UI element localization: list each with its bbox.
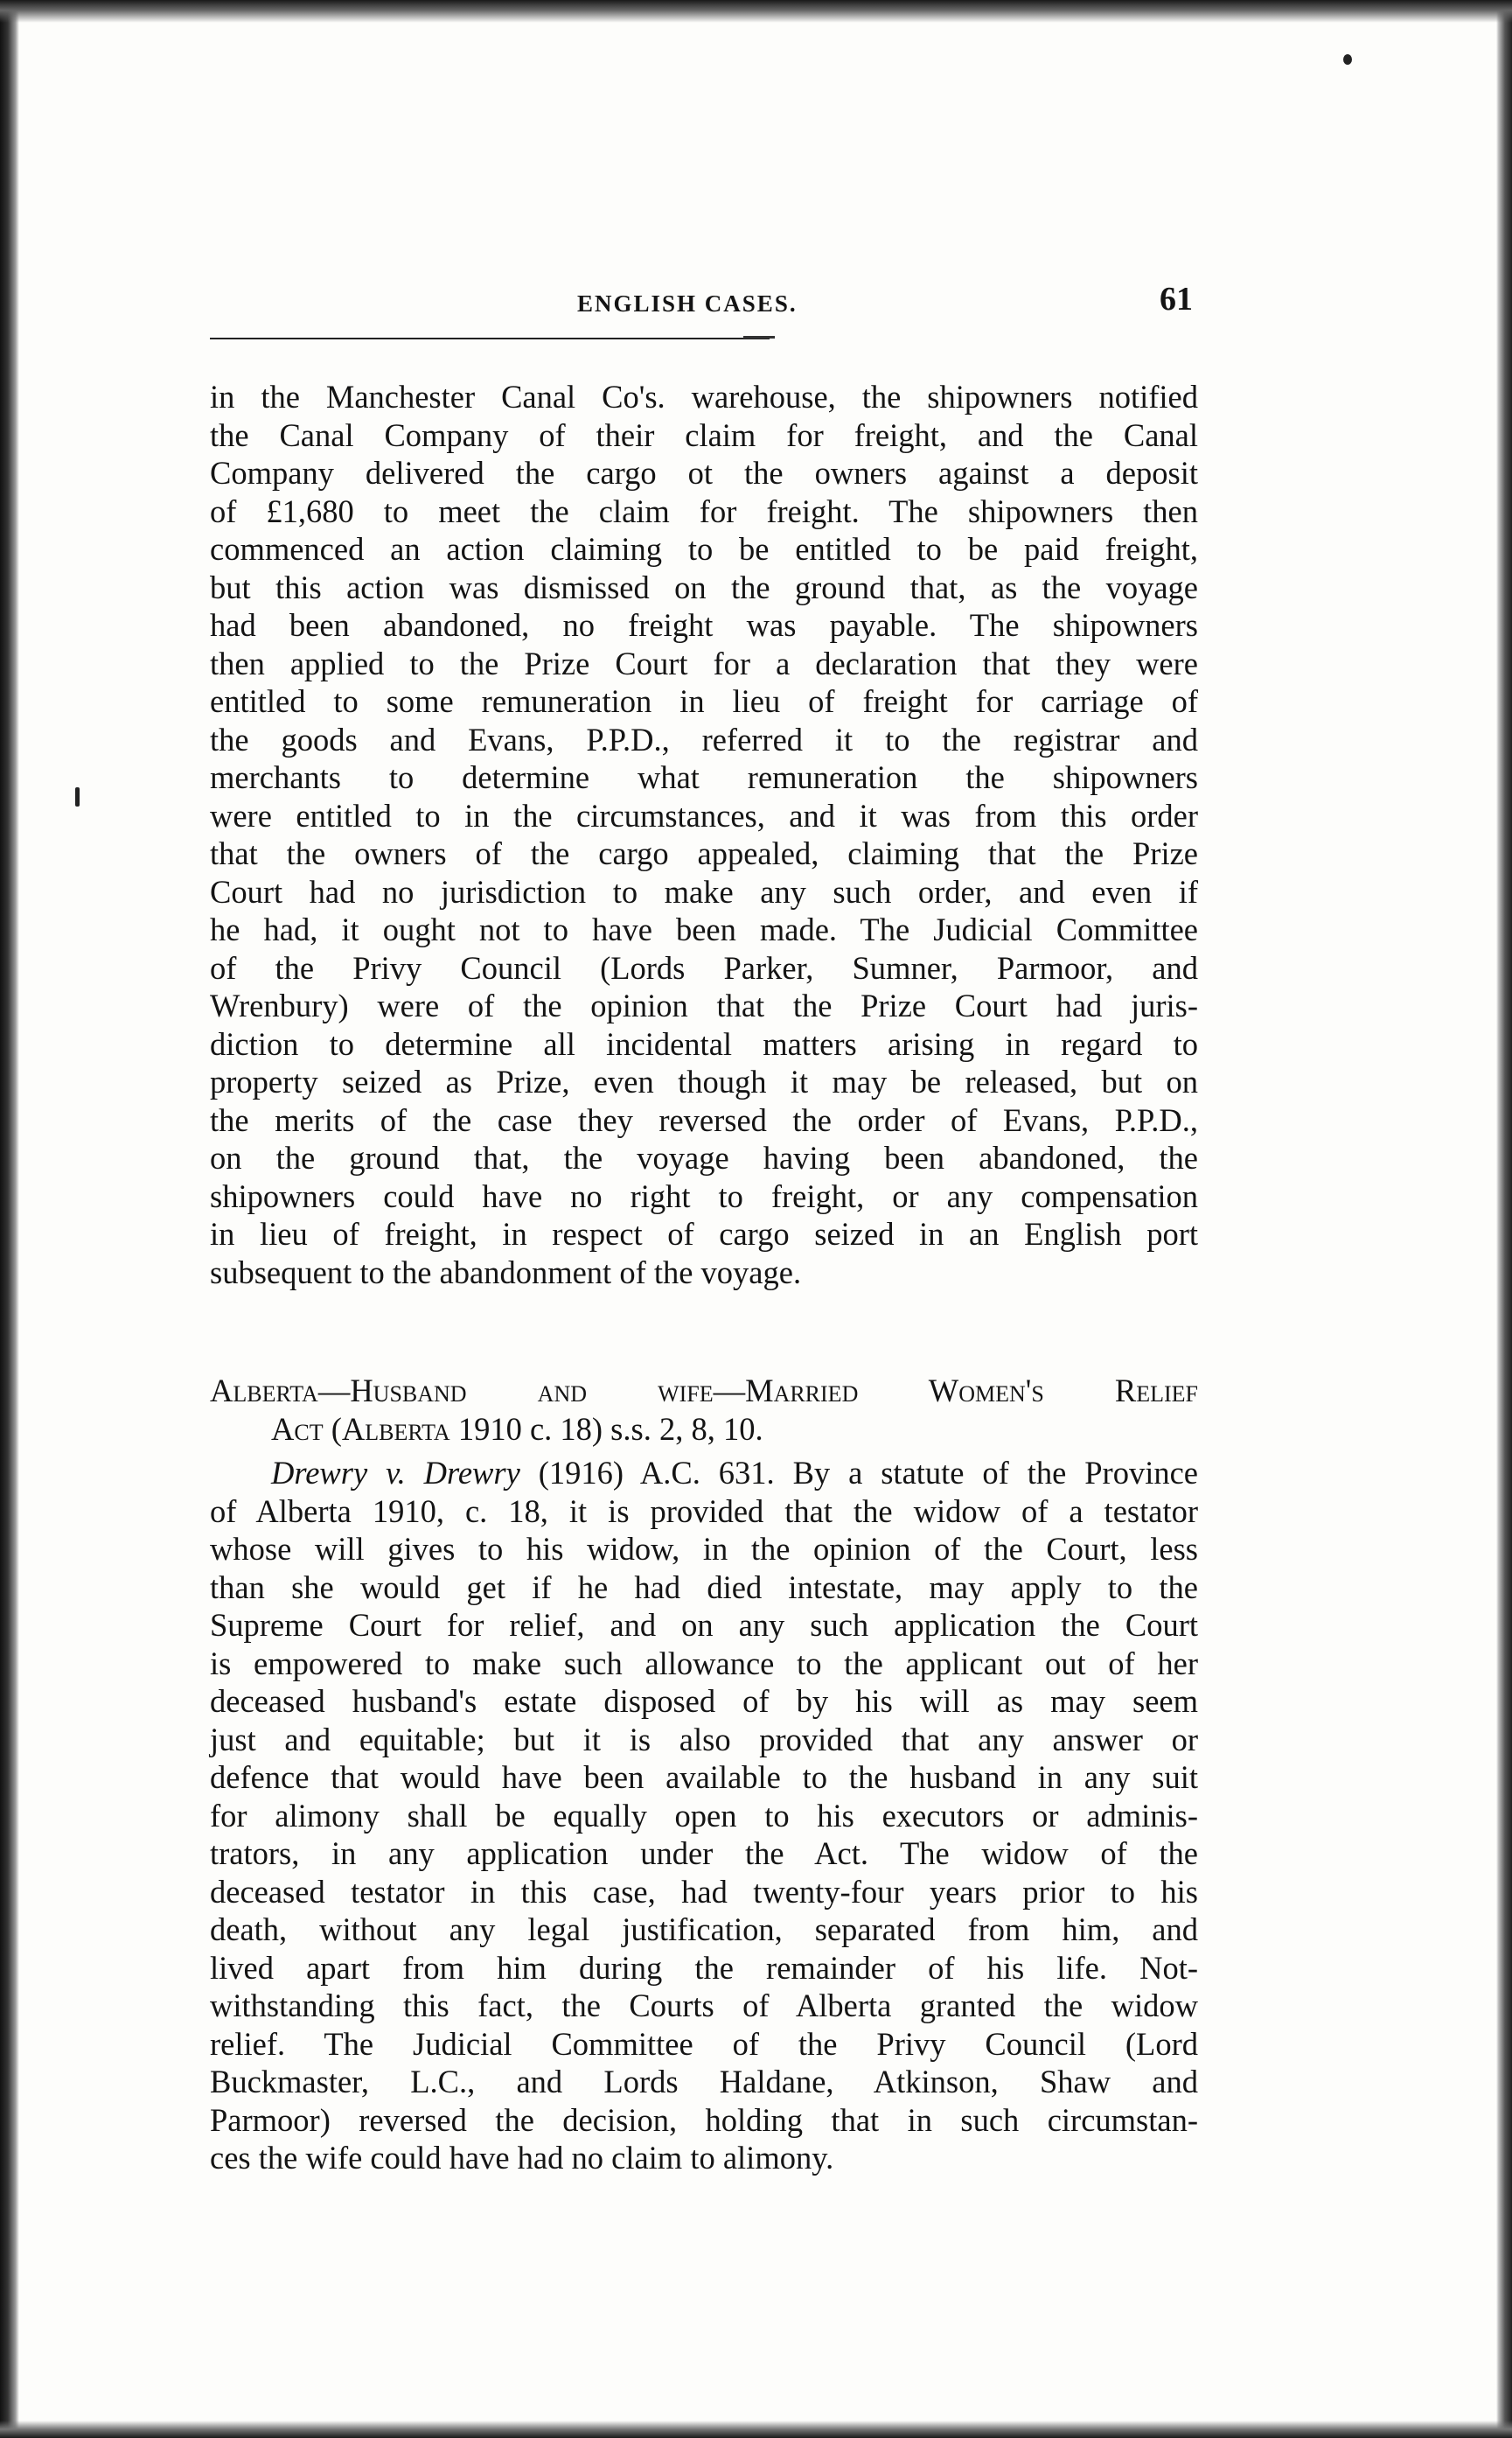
case-summary: [210, 1454, 1198, 2177]
text-line: withstanding this fact, the Courts of Alberta granted the widow: [210, 1987, 1198, 2023]
heading-citation: 1910 c. 18) s.s. 2, 8, 10.: [457, 1410, 763, 1447]
scan-edge-bottom: [0, 2421, 1512, 2438]
heading-paren: (: [323, 1410, 342, 1447]
text-line: diction to determine all incidental matters arising in regard to: [210, 1025, 1198, 1062]
text-line: is empowered to make such allowance to the applicant out of her: [210, 1645, 1198, 1681]
text-line: Court had no jurisdiction to make any such order, and even if: [210, 873, 1198, 910]
scan-speck: [1343, 54, 1352, 65]
text-line: than she would get if he had died intestate, may apply to the: [210, 1568, 1198, 1605]
case-citation: (1916) A.C. 631.: [519, 1455, 775, 1491]
text-line: of Alberta 1910, c. 18, it is provided that the widow of a testator: [210, 1492, 1198, 1529]
text-line: commenced an action claiming to be entitled to be paid freight,: [210, 531, 1198, 567]
text-line: property seized as Prize, even though it may be released, but on: [210, 1064, 1198, 1100]
text-line: the merits of the case they reversed the order of Evans, P.P.D.,: [210, 1101, 1198, 1138]
scan-edge-left: [0, 0, 19, 2438]
scan-edge-right: [1496, 0, 1512, 2438]
text-line: the goods and Evans, P.P.D., referred it to the registrar and: [210, 721, 1198, 758]
text-line: Wrenbury) were of the opinion that the Prize Court had juris-: [210, 988, 1198, 1023]
text-line: on the ground that, the voyage having been abandoned, the: [210, 1140, 1198, 1176]
section-heading: [210, 1372, 1198, 1448]
scan-edge-top: [0, 0, 1512, 23]
page-number: 61: [1160, 281, 1193, 318]
text-line: for alimony shall be equally open to his executors or adminis-: [210, 1797, 1198, 1834]
text-line: of £1,680 to meet the claim for freight. The shipowners then: [210, 492, 1198, 529]
text-line: in the Manchester Canal Co's. warehouse, the shipowners notified: [210, 379, 1198, 415]
text-line: the Canal Company of their claim for freight, and the Canal: [210, 416, 1198, 453]
text-line: death, without any legal justification, separated from him, and: [210, 1911, 1198, 1947]
text-line: of the Privy Council (Lords Parker, Sumner, Parmoor, and: [210, 949, 1198, 986]
text-line: shipowners could have no right to freight, or any compensation: [210, 1177, 1198, 1214]
text-line: in lieu of freight, in respect of cargo seized in an English port: [210, 1216, 1198, 1252]
text-line: were entitled to in the circumstances, and it was from this order: [210, 797, 1198, 834]
text-line: then applied to the Prize Court for a declaration that they were: [210, 645, 1198, 681]
text-line: Parmoor) reversed the decision, holding that in such circumstan-: [210, 2101, 1198, 2138]
text-line: deceased husband's estate disposed of by his will as may seem: [210, 1683, 1198, 1719]
text-line: that the owners of the cargo appealed, claiming that the Prize: [210, 835, 1198, 871]
heading-act: Act: [271, 1410, 324, 1447]
text-line: entitled to some remuneration in lieu of freight for carriage of: [210, 683, 1198, 719]
scan-speck: [75, 787, 80, 807]
text-line: relief. The Judicial Committee of the Privy Council (Lord: [210, 2025, 1198, 2062]
text-line: he had, it ought not to have been made. The Judicial Committee: [210, 912, 1198, 947]
header-rule: [210, 338, 770, 339]
header-rule-tail: [743, 336, 775, 339]
paragraph-continued: [210, 378, 1198, 1291]
text-line: ces the wife could have had no claim to alimony.: [210, 2140, 834, 2176]
text-line: just and equitable; but it is also provided that any answer or: [210, 1721, 1198, 1757]
heading-line: [210, 1410, 1198, 1449]
text-line: Supreme Court for relief, and on any such application the Court: [210, 1607, 1198, 1643]
case-name: Drewry v. Drewry: [271, 1455, 520, 1491]
text-line: trators, in any application under the Act. The widow of the: [210, 1835, 1198, 1871]
text-line: but this action was dismissed on the ground that, as the voyage: [210, 569, 1198, 605]
text-line: lived apart from him during the remainder of his life. Not-: [210, 1949, 1198, 1986]
text-line: subsequent to the abandonment of the voyage.: [210, 1254, 802, 1290]
heading-line: Alberta—Husband and wife—Married Women's Relief: [210, 1373, 1198, 1408]
text-line: Company delivered the cargo ot the owners against a deposit: [210, 455, 1198, 491]
heading-alberta: Alberta: [341, 1410, 450, 1447]
text-line: [210, 1454, 1198, 1492]
text-line: had been abandoned, no freight was payable. The shipowners: [210, 607, 1198, 643]
text-line: merchants to determine what remuneration the shipowners: [210, 759, 1198, 795]
first-line-text: By a statute of the Province: [774, 1455, 1199, 1491]
page-header: [210, 280, 1207, 332]
text-line: defence that would have been available to the husband in any suit: [210, 1759, 1198, 1795]
text-line: Buckmaster, L.C., and Lords Haldane, Atkinson, Shaw and: [210, 2064, 1198, 2099]
text-line: deceased testator in this case, had twenty-four years prior to his: [210, 1873, 1198, 1910]
running-head: ENGLISH CASES.: [577, 290, 798, 317]
text-line: whose will gives to his widow, in the opinion of the Court, less: [210, 1531, 1198, 1567]
